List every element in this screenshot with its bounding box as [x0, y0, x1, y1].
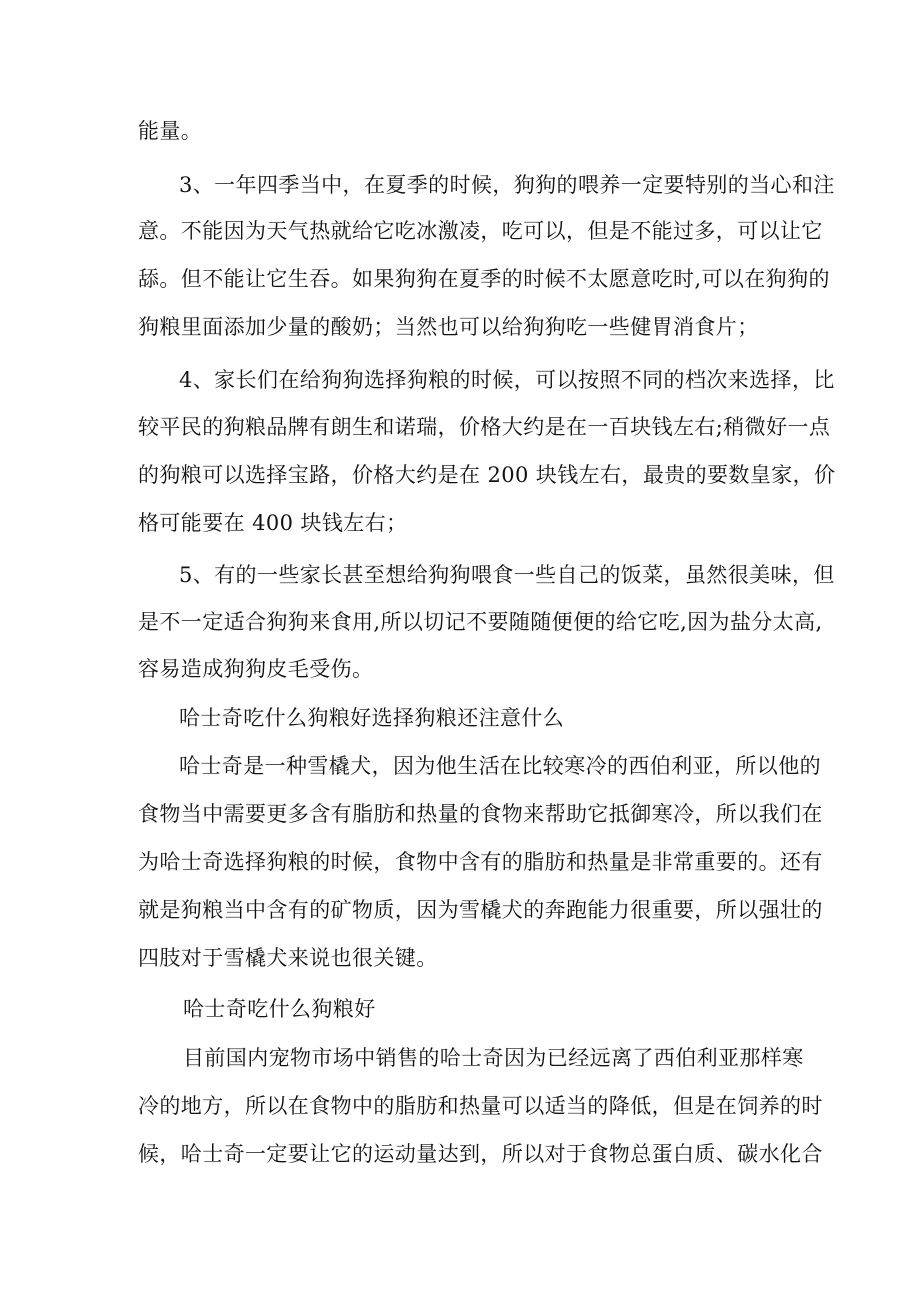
paragraph-4-line: 4、家长们在给狗狗选择狗粮的时候，可以按照不同的档次来选择，比 — [179, 368, 835, 392]
text-line: 舔。但不能让它生吞。如果狗狗在夏季的时候不太愿意吃时,可以在狗狗的 — [138, 267, 830, 291]
text-line: 就是狗粮当中含有的矿物质，因为雪橇犬的奔跑能力很重要，所以强壮的 — [138, 898, 823, 922]
paragraph-5-line: 5、有的一些家长甚至想给狗狗喂食一些自己的饭菜，虽然很美味，但 — [179, 563, 835, 587]
text-line: 格可能要在 400 块钱左右； — [138, 511, 408, 535]
text-line: 四肢对于雪橇犬来说也很关键。 — [138, 946, 438, 970]
paragraph-3-line: 3、一年四季当中，在夏季的时候，狗狗的喂养一定要特别的当心和注 — [179, 173, 835, 197]
subheading: 哈士奇吃什么狗粮好 — [183, 997, 376, 1021]
text-line: 是不一定适合狗狗来食用,所以切记不要随随便便的给它吃,因为盐分太高, — [138, 610, 823, 634]
text-line: 意。不能因为天气热就给它吃冰激凌，吃可以，但是不能过多，可以让它 — [138, 219, 823, 243]
text-line: 容易造成狗狗皮毛受伤。 — [138, 657, 374, 681]
text-line: 狗粮里面添加少量的酸奶；当然也可以给狗狗吃一些健胃消食片； — [138, 315, 759, 339]
text-line: 为哈士奇选择狗粮的时候，食物中含有的脂肪和热量是非常重要的。还有 — [138, 850, 823, 874]
text-line: 较平民的狗粮品牌有朗生和诺瑞，价格大约是在一百块钱左右;稍微好一点 — [138, 415, 831, 439]
section-heading: 哈士奇吃什么狗粮好选择狗粮还注意什么 — [179, 706, 565, 730]
text-line: 食物当中需要更多含有脂肪和热量的食物来帮助它抵御寒冷，所以我们在 — [138, 802, 823, 826]
text-line: 冷的地方，所以在食物中的脂肪和热量可以适当的降低，但是在饲养的时 — [138, 1094, 823, 1118]
husky-paragraph-line: 哈士奇是一种雪橇犬，因为他生活在比较寒冷的西伯利亚，所以他的 — [179, 754, 821, 778]
text-line: 的狗粮可以选择宝路，价格大约是在 200 块钱左右，最贵的要数皇家，价 — [138, 463, 836, 487]
text-line: 能量。 — [138, 119, 203, 143]
text-line: 候，哈士奇一定要让它的运动量达到，所以对于食物总蛋白质、碳水化合 — [138, 1142, 823, 1166]
market-paragraph-line: 目前国内宠物市场中销售的哈士奇因为已经远离了西伯利亚那样寒 — [183, 1046, 804, 1070]
